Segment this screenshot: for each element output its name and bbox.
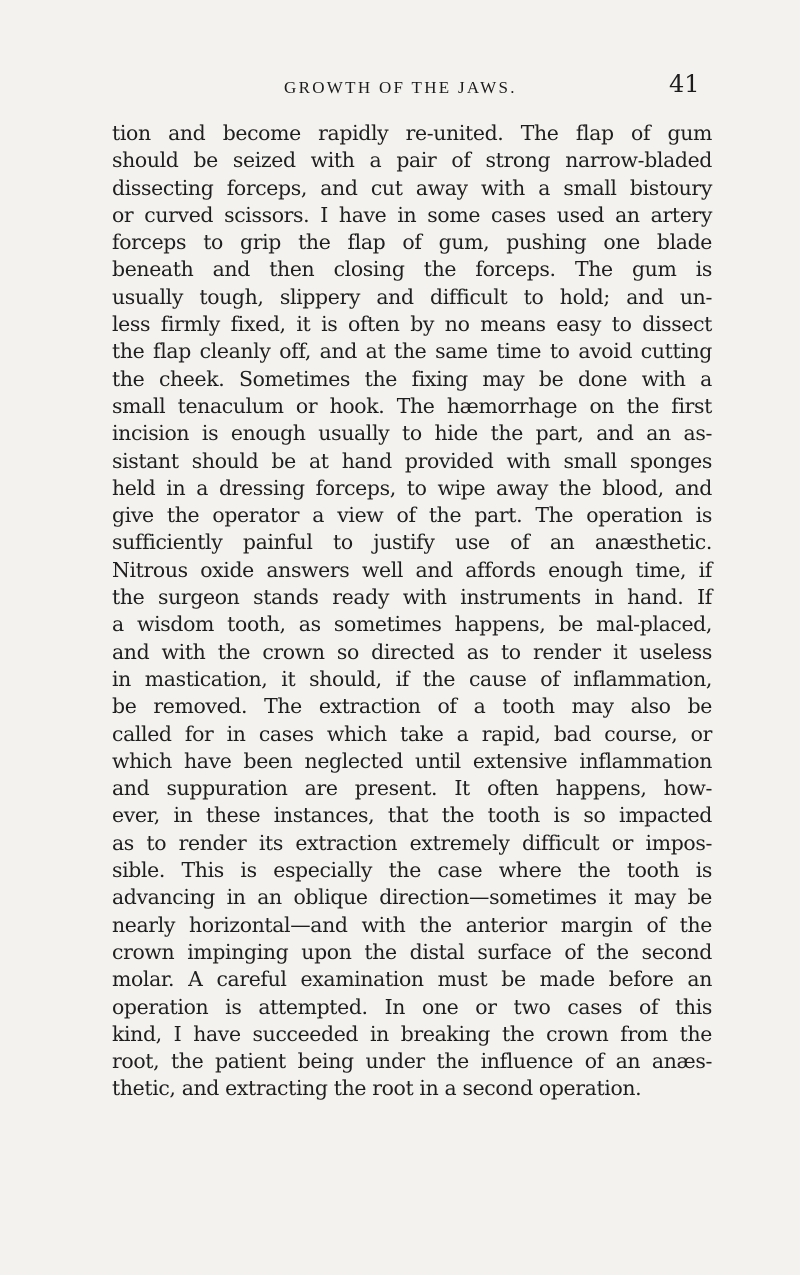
text-line: crown impinging upon the distal surface of the second xyxy=(112,939,712,964)
text-line: less firmly fixed, it is often by no means easy to dissect xyxy=(112,312,712,337)
text-line: as to render its extraction extremely difficult or impos- xyxy=(112,830,712,855)
text-line: usually tough, slippery and difficult to hold; and un- xyxy=(112,284,712,309)
text-line: in mastication, it should, if the cause of inflammation, xyxy=(112,666,712,691)
text-line: thetic, and extracting the root in a second operation. xyxy=(112,1076,642,1101)
text-line: tion and become rapidly re-united. The flap of gum xyxy=(112,121,712,145)
text-line: forceps to grip the flap of gum, pushing one blade xyxy=(112,230,712,255)
text-line: the surgeon stands ready with instruments in hand. If xyxy=(112,585,712,610)
text-line: beneath and then closing the forceps. The gum is xyxy=(112,257,712,282)
text-line: ever, in these instances, that the tooth is so impacted xyxy=(112,803,712,828)
text-line: give the operator a view of the part. The operation is xyxy=(112,503,712,528)
text-line: advancing in an oblique direction—sometimes it may be xyxy=(112,885,712,910)
text-line: small tenaculum or hook. The hæmorrhage on the first xyxy=(112,393,712,418)
running-title: GROWTH OF THE JAWS. xyxy=(284,78,517,97)
text-line: dissecting forceps, and cut away with a small bistoury xyxy=(112,175,712,200)
page-header xyxy=(0,72,800,112)
text-line: Nitrous oxide answers well and affords enough time, if xyxy=(112,557,712,582)
text-line: sistant should be at hand provided with small sponges xyxy=(112,448,712,473)
text-line: sible. This is especially the case where the tooth is xyxy=(112,858,712,883)
page-number: 41 xyxy=(669,70,700,98)
text-line: should be seized with a pair of strong narrow-bladed xyxy=(112,148,712,173)
text-line: the cheek. Sometimes the fixing may be done with a xyxy=(112,366,712,391)
text-line: kind, I have succeeded in breaking the crown from the xyxy=(112,1021,712,1046)
text-line: or curved scissors. I have in some cases used an artery xyxy=(112,202,712,227)
text-line: which have been neglected until extensive inflammation xyxy=(112,748,712,773)
text-line: molar. A careful examination must be made before an xyxy=(112,967,712,992)
text-line: a wisdom tooth, as sometimes happens, be mal-placed, xyxy=(112,612,712,637)
body-text xyxy=(112,120,712,1103)
text-line: be removed. The extraction of a tooth may also be xyxy=(112,694,712,719)
text-line: held in a dressing forceps, to wipe away the blood, and xyxy=(112,475,712,500)
text-line: and suppuration are present. It often happens, how- xyxy=(112,776,712,801)
text-line: incision is enough usually to hide the part, and an as- xyxy=(112,421,712,446)
text-line: root, the patient being under the influence of an anæs- xyxy=(112,1049,712,1074)
text-line: nearly horizontal—and with the anterior margin of the xyxy=(112,912,712,937)
text-line: called for in cases which take a rapid, bad course, or xyxy=(112,721,712,746)
text-line: the flap cleanly off, and at the same time to avoid cutting xyxy=(112,339,712,364)
text-line: sufficiently painful to justify use of an anæsthetic. xyxy=(112,530,712,555)
text-line: and with the crown so directed as to render it useless xyxy=(112,639,712,664)
text-line: operation is attempted. In one or two cases of this xyxy=(112,994,712,1019)
